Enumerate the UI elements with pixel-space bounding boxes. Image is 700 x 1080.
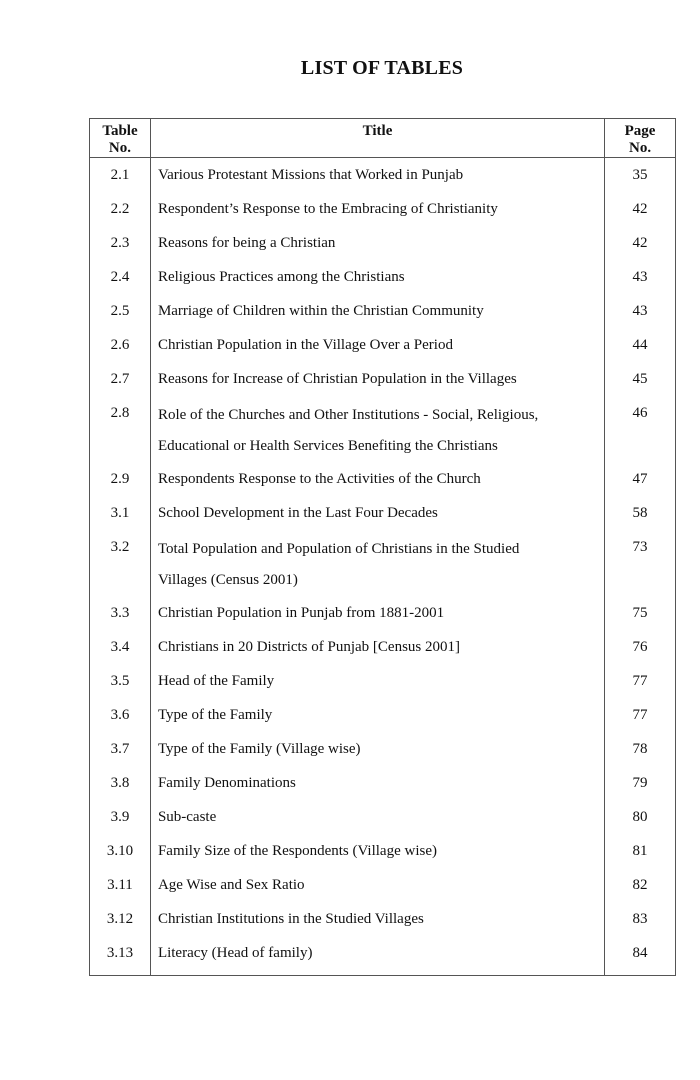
row-page-no: 42 <box>605 226 676 260</box>
row-page-no: 76 <box>605 630 676 664</box>
row-table-no: 3.6 <box>90 698 151 732</box>
row-table-no: 3.7 <box>90 732 151 766</box>
row-page-no: 77 <box>605 698 676 732</box>
row-table-no: 3.10 <box>90 834 151 868</box>
row-title-line: Total Population and Population of Christians in the Studied <box>157 540 520 557</box>
row-title <box>150 530 604 596</box>
header-page-no-line2: No. <box>628 140 652 156</box>
row-title <box>150 596 604 630</box>
row-page-no: 43 <box>605 260 676 294</box>
row-title-line: Sub-caste <box>157 808 217 825</box>
table-row <box>90 596 676 630</box>
row-title-line: Reasons for Increase of Christian Population in the Villages <box>157 370 517 387</box>
row-title <box>150 902 604 936</box>
row-page-no: 78 <box>605 732 676 766</box>
list-of-tables <box>89 118 676 976</box>
row-page-no: 81 <box>605 834 676 868</box>
table-row <box>90 496 676 530</box>
row-title-line: Literacy (Head of family) <box>157 944 313 961</box>
table-row <box>90 362 676 396</box>
row-title <box>150 698 604 732</box>
table-row <box>90 834 676 868</box>
row-table-no: 3.1 <box>90 496 151 530</box>
row-table-no: 3.13 <box>90 936 151 976</box>
row-title <box>150 630 604 664</box>
header-table-no <box>90 119 151 158</box>
row-page-no: 46 <box>605 396 676 462</box>
row-title-line: Role of the Churches and Other Institutions - Social, Religious, <box>157 406 539 423</box>
row-title <box>150 328 604 362</box>
row-page-no: 84 <box>605 936 676 976</box>
row-title <box>150 800 604 834</box>
table-row <box>90 530 676 596</box>
row-table-no: 3.9 <box>90 800 151 834</box>
row-title-line: Villages (Census 2001) <box>157 571 298 588</box>
row-title <box>150 732 604 766</box>
row-page-no: 35 <box>605 158 676 192</box>
row-title <box>150 362 604 396</box>
row-page-no: 75 <box>605 596 676 630</box>
table-row <box>90 396 676 462</box>
row-title-line: Christians in 20 Districts of Punjab [Census 2001] <box>157 638 461 655</box>
row-table-no: 2.9 <box>90 462 151 496</box>
row-page-no: 73 <box>605 530 676 596</box>
table-row <box>90 328 676 362</box>
row-table-no: 3.3 <box>90 596 151 630</box>
row-title-line: Christian Population in Punjab from 1881-2001 <box>157 604 445 621</box>
row-table-no: 2.1 <box>90 158 151 192</box>
row-title-line: Type of the Family (Village wise) <box>157 740 361 757</box>
row-page-no: 42 <box>605 192 676 226</box>
table-row <box>90 294 676 328</box>
row-table-no: 2.3 <box>90 226 151 260</box>
header-page-no <box>605 119 676 158</box>
row-page-no: 47 <box>605 462 676 496</box>
row-title <box>150 158 604 192</box>
table-row <box>90 800 676 834</box>
row-title <box>150 260 604 294</box>
row-table-no: 2.5 <box>90 294 151 328</box>
table-row <box>90 698 676 732</box>
header-table-no-line2: No. <box>108 140 132 156</box>
table-row <box>90 462 676 496</box>
header-table-no-line1: Table <box>102 123 138 139</box>
row-page-no: 44 <box>605 328 676 362</box>
row-title-line: Reasons for being a Christian <box>157 234 336 251</box>
row-title <box>150 226 604 260</box>
row-title-line: Christian Population in the Village Over a Period <box>157 336 453 353</box>
row-page-no: 58 <box>605 496 676 530</box>
table-row <box>90 192 676 226</box>
table-row <box>90 868 676 902</box>
row-page-no: 79 <box>605 766 676 800</box>
row-title-line: Religious Practices among the Christians <box>157 268 405 285</box>
row-page-no: 80 <box>605 800 676 834</box>
row-title-line: Family Size of the Respondents (Village wise) <box>157 842 437 859</box>
row-title-line: Christian Institutions in the Studied Villages <box>157 910 424 927</box>
row-title-line: Various Protestant Missions that Worked in Punjab <box>157 167 464 183</box>
row-table-no: 2.7 <box>90 362 151 396</box>
row-title-line: Educational or Health Services Benefiting the Christians <box>157 437 498 454</box>
header-title: Title <box>150 119 604 158</box>
table-row <box>90 766 676 800</box>
row-table-no: 2.4 <box>90 260 151 294</box>
row-table-no: 3.12 <box>90 902 151 936</box>
row-title-line: Respondents Response to the Activities of the Church <box>157 470 481 487</box>
row-title <box>150 294 604 328</box>
row-page-no: 83 <box>605 902 676 936</box>
row-table-no: 3.4 <box>90 630 151 664</box>
row-title <box>150 192 604 226</box>
table-row <box>90 158 676 192</box>
row-table-no: 3.11 <box>90 868 151 902</box>
row-title-line: Marriage of Children within the Christian Community <box>157 302 484 319</box>
row-title-line: Age Wise and Sex Ratio <box>157 876 305 893</box>
row-table-no: 2.8 <box>90 396 151 462</box>
row-title <box>150 496 604 530</box>
row-title <box>150 936 604 976</box>
row-title-line: Type of the Family <box>157 706 273 723</box>
table-row <box>90 936 676 976</box>
table-row <box>90 902 676 936</box>
row-title <box>150 766 604 800</box>
page-title: LIST OF TABLES <box>300 57 464 79</box>
table-row <box>90 630 676 664</box>
table-row <box>90 732 676 766</box>
row-title-line: Respondent’s Response to the Embracing of Christianity <box>157 200 498 217</box>
row-page-no: 82 <box>605 868 676 902</box>
row-page-no: 77 <box>605 664 676 698</box>
row-title <box>150 462 604 496</box>
row-title <box>150 834 604 868</box>
row-table-no: 2.2 <box>90 192 151 226</box>
row-table-no: 3.8 <box>90 766 151 800</box>
row-title <box>150 396 604 462</box>
row-title <box>150 664 604 698</box>
row-title-line: Head of the Family <box>157 672 275 689</box>
row-table-no: 3.2 <box>90 530 151 596</box>
row-title-line: Family Denominations <box>157 774 296 791</box>
row-page-no: 43 <box>605 294 676 328</box>
row-page-no: 45 <box>605 362 676 396</box>
row-title <box>150 868 604 902</box>
table-row <box>90 260 676 294</box>
table-row <box>90 226 676 260</box>
table-row <box>90 664 676 698</box>
row-title-line: School Development in the Last Four Decades <box>157 504 438 521</box>
table-header-row <box>90 119 676 158</box>
row-table-no: 3.5 <box>90 664 151 698</box>
header-page-no-line1: Page <box>624 123 656 139</box>
row-table-no: 2.6 <box>90 328 151 362</box>
